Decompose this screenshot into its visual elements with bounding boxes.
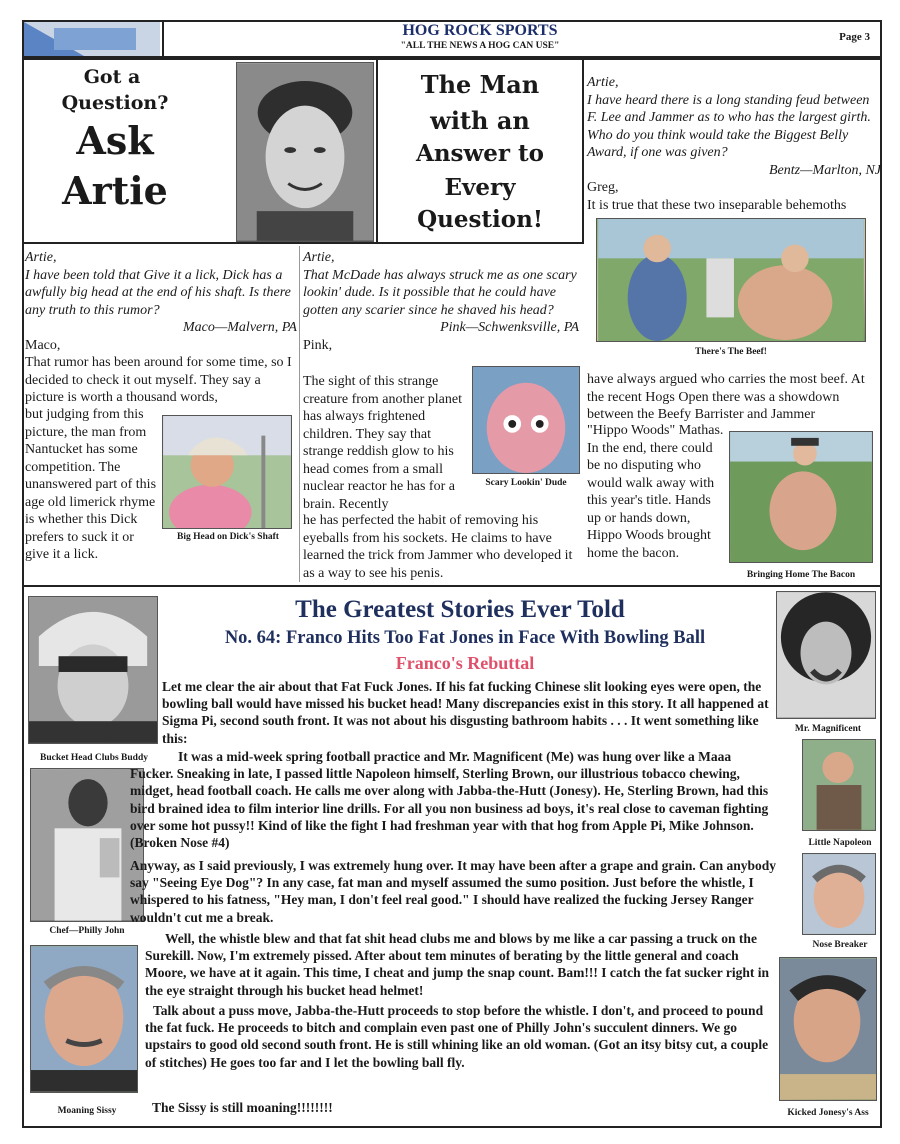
mr-magnificent-photo (776, 591, 876, 719)
bentz-reply-to: Greg, (587, 180, 619, 195)
pink-question: That McDade has always struck me as one scary lookin' dude. Is it possible that he could have gotten any scarier since he shaved his head? (303, 267, 577, 318)
maco-question: I have been told that Give it a lick, Dick has a awfully big head at the end of his shaft. Is there any truth to this rumor? (25, 267, 291, 318)
scary-dude-caption: Scary Lookin' Dude (485, 478, 567, 488)
chef-photo (30, 768, 144, 922)
nose-breaker-photo (802, 853, 876, 935)
little-napoleon-caption: Little Napoleon (808, 838, 872, 848)
story-paragraph-4: Well, the whistle blew and that fat shit head clubs me and blows by me like a car passing a truck on the Surekill. Now, I'm extremely pissed. After about tem minutes of berating by the little general and coach Moore, we have at it again. This time, I cheat and jump the snap count. Bam!!! I catch the fat sucker right in the eye straight through his bucket head helmet! (145, 931, 769, 998)
bentz-letter (587, 74, 881, 214)
feature-title: The Greatest Stories Ever Told (295, 596, 625, 623)
page-number: Page 3 (839, 31, 870, 43)
scary-dude-photo (472, 366, 580, 474)
question-label: Question? (61, 92, 169, 114)
pink-answer-2: he has perfected the habit of removing his eyeballs from his sockets. He claims to have learned the trick from Jammer who developed it as a way to see his penis. (303, 513, 573, 581)
moaning-sissy-photo (30, 945, 138, 1093)
big-head-photo (162, 415, 292, 529)
bacon-photo-caption: Bringing Home The Bacon (746, 570, 856, 580)
little-napoleon-photo (802, 739, 876, 831)
pink-signature: Pink—Schwenksville, PA (440, 320, 579, 335)
bentz-salutation: Artie, (587, 75, 619, 90)
pink-answer-1: The sight of this strange creature from another planet has always frightened children. They say that strange reddish glow to his head comes from a small nuclear reactor he has for a brain. Recently (303, 374, 462, 512)
bacon-photo (729, 431, 873, 563)
pink-salutation: Artie, (303, 250, 335, 265)
header-title: HOG ROCK SPORTS (402, 22, 558, 39)
beef-photo (596, 218, 866, 342)
beef-photo-caption: There's The Beef! (695, 347, 767, 357)
header-tagline: "ALL THE NEWS A HOG CAN USE" (400, 41, 560, 51)
section-divider (24, 585, 880, 587)
man-line-5: Question! (417, 206, 543, 233)
bucket-head-photo (28, 596, 158, 744)
artie-label: Artie (62, 168, 168, 213)
bentz-answer-1: It is true that these two inseparable behemoths (587, 197, 847, 213)
nose-breaker-caption: Nose Breaker (812, 940, 868, 950)
bentz-answer-3: "Hippo Woods" Mathas. In the end, there could be no disputing who would walk away with this year's title. Hands up or hands down, Hippo Woods brought home the bacon. (587, 423, 724, 561)
pink-letter (303, 249, 579, 354)
man-line-4: Every (444, 174, 516, 201)
header-divider (162, 20, 164, 58)
artie-portrait (236, 62, 374, 242)
pink-reply-to: Pink, (303, 337, 333, 353)
story-closing: The Sissy is still moaning!!!!!!!! (152, 1100, 333, 1115)
kicked-jonesy-caption: Kicked Jonesy's Ass (787, 1108, 869, 1118)
story-paragraph-5: Talk about a puss move, Jabba-the-Hutt proceeds to stop before the whistle. I don't, and proceed to pound the fat fuck. He proceeds to bitch and complain even past one of Philly John's succulent dinners. We go upstairs to good old second south front. He is still whining like an old woman. (Got an itsy bitsy cut, a couple of stitches) He goes too far and I let the bowling ball fly. (145, 1003, 769, 1070)
column-rule-1 (299, 246, 300, 582)
maco-answer-2: but judging from this picture, the man from Nantucket has some competition. The unanswered part of this age old limerick rhyme is whether this Dick prefers to suck it or give it a lick. (25, 407, 157, 562)
header-corner-graphic (24, 22, 160, 56)
got-a-label: Got a (83, 66, 141, 88)
bentz-answer-2: have always argued who carries the most beef. At the recent Hogs Open there was a showdown between the Beefy Barrister and Jammer (587, 372, 865, 422)
ask-label: Ask (76, 118, 154, 163)
man-line-1: The Man (420, 70, 540, 99)
story-paragraph-1: Let me clear the air about that Fat Fuck Jones. If his fat fucking Chinese slit looking eyes were open, the bowling ball would have missed his bucket head! Many discrepancies exist in this story. It all happened at Sigma Pi, second south front. It was not about his disgusting bathroom habits . . . It went something like this: (162, 679, 769, 746)
big-head-caption: Big Head on Dick's Shaft (177, 532, 279, 542)
story-paragraph-2: It was a mid-week spring football practice and Mr. Magnificent (Me) was hung over like a Maaa Fucker. Sneaking in late, I passed little Napoleon himself, Sterling Brown, our illustrious tobacco chewing, midget, head football coach. He calls me over along with Jabba-the-Hutt (Jonesy). He, Sterling Brown, had this bird brained idea to film interior line drills. For all you non business ad boys, it's real close to caveman fighting over some hot pussy!! Kind of like the fight I had freshman year with that hog from Apple Pi, Mike Johnson. (Broken Nose #4) (130, 749, 769, 851)
maco-reply-to: Maco, (25, 337, 61, 353)
maco-salutation: Artie, (25, 250, 57, 265)
maco-answer-1: That rumor has been around for some time, so I decided to check it out myself. They say a picture is worth a thousand words, (25, 355, 292, 405)
story-paragraph-3: Anyway, as I said previously, I was extremely hung over. It may have been after a grape and grain. Can anybody say "Seeing Eye Dog"? In any case, fat man and myself assumed the sumo position. Just before the whistle, I whispered to his fatness, "Hey man, I don't feel real good." I should have realized the fucking Jersey Ranger wouldn't cut me a break. (130, 858, 777, 925)
feature-subtitle: No. 64: Franco Hits Too Fat Jones in Face With Bowling Ball (224, 628, 706, 648)
man-line-2: with an (430, 106, 530, 135)
man-line-3: Answer to (415, 140, 545, 167)
bentz-question: I have heard there is a long standing feud between F. Lee and Jammer as to who has the largest girth. Who do you think would take the Biggest Belly Award, if one was given? (587, 92, 871, 160)
moaning-sissy-caption: Moaning Sissy (57, 1106, 117, 1116)
bentz-signature: Bentz—Marlton, NJ (769, 162, 881, 178)
feature-rebuttal: Franco's Rebuttal (395, 653, 535, 673)
maco-signature: Maco—Malvern, PA (182, 320, 297, 335)
chef-caption: Chef—Philly John (49, 926, 125, 936)
kicked-jonesy-photo (779, 957, 877, 1101)
maco-letter (25, 249, 297, 407)
mr-magnificent-caption: Mr. Magnificent (794, 724, 862, 734)
bucket-head-caption: Bucket Head Clubs Buddy (40, 753, 148, 763)
